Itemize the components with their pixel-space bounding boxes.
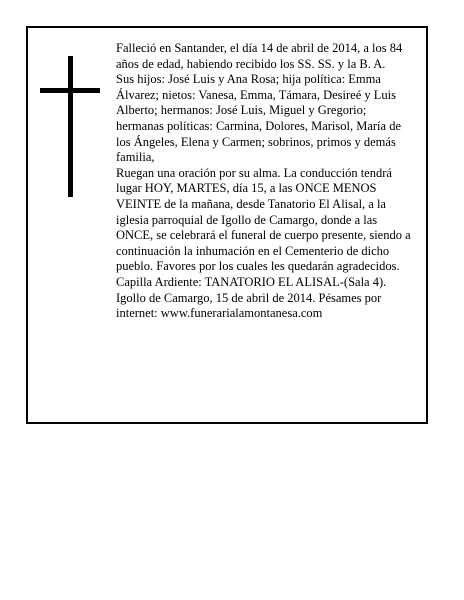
death-announcement: Falleció en Santander, el día 14 de abril de 2014, a los 84 años de edad, habiendo recibido los SS. SS. y la B. A. [116, 41, 403, 71]
obituary-notice [26, 26, 428, 424]
cross-vertical-bar [68, 56, 73, 197]
obituary-text [116, 41, 416, 322]
place-date-condolences: Igollo de Camargo, 15 de abril de 2014. Pésames por internet: www.funerarialamontanesa.com [116, 290, 382, 321]
funeral-details: Ruegan una oración por su alma. La conducción tendrá lugar HOY, MARTES, día 15, a las ONCE MENOS VEINTE de la mañana, desde Tanatorio El Alisal, a la iglesia parroquial de Igollo de Camargo, donde a las ONCE, se celebrará el funeral de cuerpo presente, siendo a continuación la inhumación en el Cementerio de dicho pueblo. Favores por los cuales les quedarán agradecidos. Capilla Ardiente: TANATORIO EL ALISAL-(Sala 4). [116, 165, 411, 289]
family-list: Sus hijos: José Luis y Ana Rosa; hija política: Emma Álvarez; nietos: Vanesa, Emma, Támara, Desireé y Luis Alberto; hermanos: José Luis, Miguel y Gregorio; hermanas políticas: Carmina, Dolores, Marisol, María de los Ángeles, Elena y Carmen; sobrinos, primos y demás familia, [116, 72, 401, 165]
cross-horizontal-bar [40, 88, 100, 93]
